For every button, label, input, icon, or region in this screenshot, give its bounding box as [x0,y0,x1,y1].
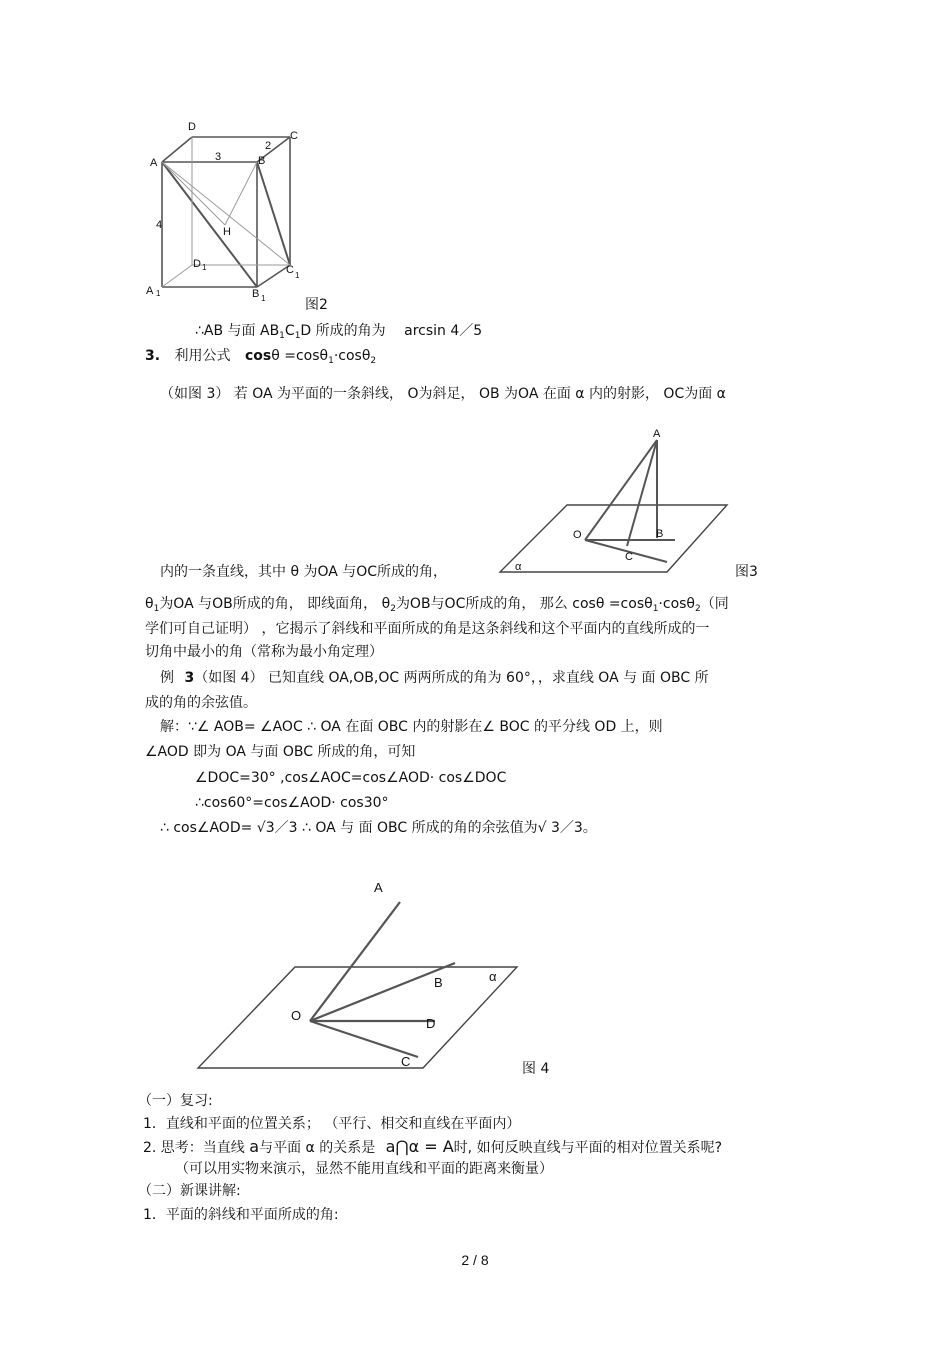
fig2-sub-a1: 1 [156,289,161,298]
fig3-line-4: 学们可自己证明） ，它揭示了斜线和平面所成的角是这条斜线和这个平面内的直线所成的一 [145,621,710,637]
theta-formula: 为OB与OC所成的角， 那么 cosθ =cosθ [395,596,653,612]
fig3-label-c: C [625,551,633,563]
fig4-label-d: D [426,1016,436,1031]
figure-3-diagram [495,425,735,580]
fig3-label-b: B [656,528,664,540]
arcsin-conclusion: ∴AB 与面 $AB_1C_1D$ 所成的角为 arcsin 4／5 [195,323,483,341]
fig2-label-4: 4 [156,219,163,231]
review-heading: （一）复习: [138,1093,213,1109]
fig2-label-2: 2 [265,140,272,152]
solution-line-5: ∴ cos∠AOD= √3／3 ∴ OA 与 面 OBC 所成的角的余弦值为√ 3／3。 [160,820,597,836]
figure-2-caption: 图2 [305,297,328,313]
fig4-label-alpha: α [489,969,497,984]
tong: （同 [700,596,729,612]
fig3-line-3: $\theta_1$为OA 与OB所成的角， 即线面角， $\theta_2$为OB与OC所成的角， 那么 cosθ =cosθ$_1$·cosθ$_2$（同 [145,596,729,614]
fig2-sub-c1: 1 [295,271,300,280]
fig4-label-o: O [291,1008,302,1023]
review-item-1: 1．直线和平面的位置关系； （平行、相交和直线在平面内） [143,1116,521,1132]
fig4-label-a: A [374,880,383,895]
fig3-label-a: A [653,428,661,440]
figure-3-caption: 图3 [735,564,758,580]
fig2-label-a: A [150,157,158,169]
example-3-line-1 [160,669,709,687]
conclusion-pre: ∴AB 与面 AB [195,323,280,339]
page-number: 2 / 8 [461,1252,489,1268]
new-lesson-item-1: 1．平面的斜线和平面所成的角: [143,1207,339,1223]
item-3-formula: θ =cosθ [271,348,329,364]
fig3-intro-line: （如图 3） 若 OA 为平面的一条斜线， O为斜足， OB 为OA 在面 α 内的射影， OC为面 α [160,386,726,402]
example-3-line-2: 成的角的余弦值。 [145,695,257,711]
fig2-sub-d1: 1 [202,263,207,272]
fig3-line-5: 切角中最小的角（常称为最小角定理） [145,644,383,660]
solution-line-2: ∠AOD 即为 OA 与面 OBC 所成的角，可知 [145,744,416,760]
fig4-label-b: B [434,975,443,990]
example-num: 3 [184,670,195,686]
review-item-2-mid2: 的关系是 [319,1140,376,1156]
review-item-2-note: （可以用实物来演示，显然不能用直线和平面的距离来衡量） [175,1161,553,1177]
figure-4-caption: 图 4 [522,1061,550,1077]
theta-formula2: ·cosθ [658,596,695,612]
item-3-formula2: ·cosθ [333,348,371,364]
fig2-label-a1: A [146,285,154,297]
example-text: （如图 4） 已知直线 OA,OB,OC 两两所成的角为 60°，，求直线 OA 与 面 OBC 所 [194,670,709,686]
item-3-text: 利用公式 [174,348,231,364]
theta2-text: 为OA 与OB所成的角， 即线面角， θ [159,596,391,612]
solution-line-1: 解：∵∠ AOB= ∠AOC ∴ OA 在面 OBC 内的射影在∠ BOC 的平分线 OD 上，则 [160,719,663,735]
fig3-line-2: 内的一条直线，其中 θ 为OA 与OC所成的角， [160,564,448,580]
example-pre: 例 [160,670,174,686]
item-3-cos: cos [244,348,272,364]
fig4-label-c: C [401,1054,411,1069]
review-item-2-a: a [249,1137,260,1156]
fig2-label-h: H [223,226,231,238]
fig2-label-d: D [188,121,196,133]
conclusion-value: arcsin 4／5 [404,323,483,339]
review-item-2-post: 时, 如何反映直线与平面的相对位置关系呢? [453,1140,723,1156]
fig2-label-c1: C [286,264,294,276]
review-item-2 [143,1138,722,1157]
fig2-label-d1: D [193,258,201,270]
conclusion-c: C [284,323,295,339]
conclusion-mid: D 所成的角为 [300,323,386,339]
fig2-label-3: 3 [215,151,222,163]
theta1: θ [145,596,154,612]
figure-4-diagram [190,875,530,1075]
review-item-2-pre: 2. 思考：当直线 [143,1140,245,1156]
solution-line-3: ∠DOC=30° ,cos∠AOC=cos∠AOD· cos∠DOC [195,770,507,786]
new-lesson-heading: （二）新课讲解: [138,1183,241,1199]
item-3-num: 3. [145,348,161,364]
fig3-label-o: O [573,529,582,541]
review-item-2-mid: 与平面 [259,1140,302,1156]
fig2-label-c: C [290,130,298,142]
fig2-sub-b1: 1 [261,294,266,303]
figure-2-cuboid [140,115,340,315]
solution-line-4: ∴cos60°=cos∠AOD· cos30° [195,795,389,811]
item-3-heading: 3. 利用公式 cosθ =cosθ$_1$·cosθ$_2$ [145,348,377,366]
fig2-label-b1: B [252,288,260,300]
fig3-label-alpha: α [515,561,522,573]
fig2-label-b: B [258,155,266,167]
review-item-2-formula: a⋂α = A [385,1137,454,1156]
review-item-2-alpha: α [305,1140,315,1156]
